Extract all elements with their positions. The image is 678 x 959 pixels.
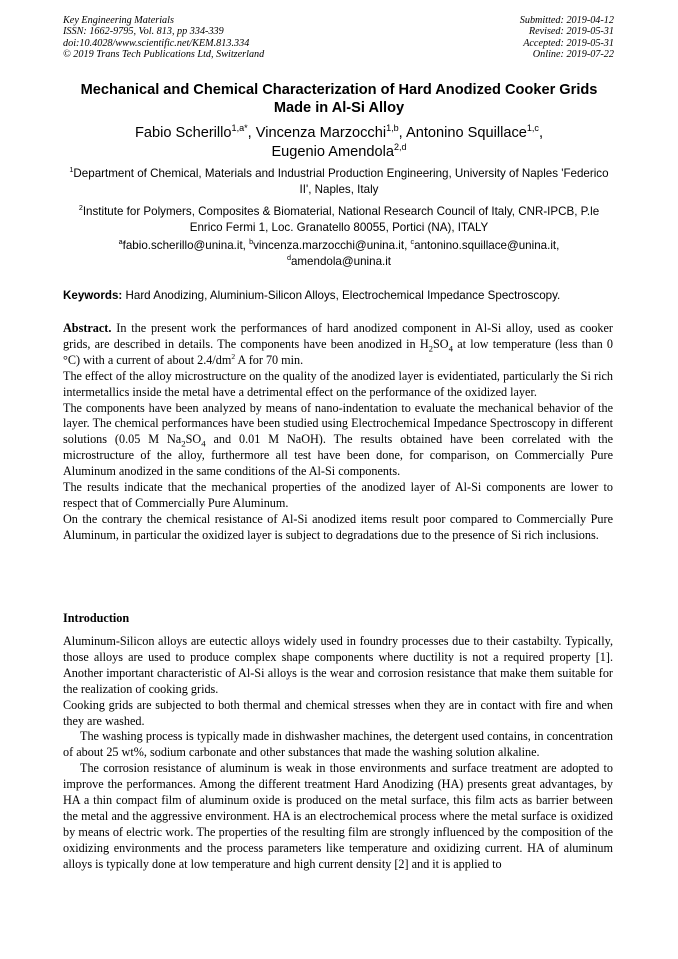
abstract-paragraph: The effect of the alloy microstructure on the quality of the anodized layer is evidentiated, particularly the Si rich intermetallics inside the metal have a detrimental effect on the performance of the oxidized layer. <box>63 368 613 399</box>
author-name: Antonino Squillace <box>405 125 527 141</box>
dates-header <box>520 15 614 61</box>
submitted-date: Submitted: 2019-04-12 <box>519 15 614 26</box>
journal-header <box>63 15 264 61</box>
intro-paragraph: Cooking grids are subjected to both thermal and chemical stresses when they are in contact with fire and when they are washed. <box>63 697 613 728</box>
online-date: Online: 2019-07-22 <box>532 49 614 61</box>
intro-paragraph: The corrosion resistance of aluminum is weak in those environments and surface treatment are adopted to improve the performances. Among the different treatment Hard Anodizing (HA) presents great advantages, by HA a thin compact film of aluminum oxide is produced on the metal surface, this film acts as barrier between the metal and the aggressive environment. HA is an electrochemical process where the metal surface is oxidized by means of electric work. The properties of the resulting film are strongly influenced by the composition of the oxidizing environments and the process parameters like temperature and oxidizing current. HA of aluminum alloys is typically done at low temperature and high current density [2] and it is applied to <box>63 761 613 871</box>
intro-paragraph: Aluminum-Silicon alloys are eutectic alloys widely used in foundry processes due to their castabilty. Typically, those alloys are used to produce complex shape components where ductility is not a required property [1]. Another important characteristic of Al-Si alloys is the wear and corrosion resistance that make them suitable for the realization of cooking grids. <box>63 634 613 696</box>
keywords <box>63 288 623 304</box>
abstract-label: Abstract. <box>63 321 112 335</box>
revised-date: Revised: 2019-05-31 <box>528 26 614 38</box>
section-heading: Introduction <box>63 611 130 625</box>
affiliation-1: $^1$Department of Chemical, Materials and Industrial Production Engineering, University of Naples 'Federico II', Naples, Italy <box>69 165 609 196</box>
author-sup: 1,a* <box>231 123 248 134</box>
accepted-date: Accepted: 2019-05-31 <box>523 37 614 49</box>
email-list: $^a$fabio.scherillo@unina.it, $^b$vincenza.marzocchi@unina.it, $^c$antonino.squillace@unina.it, $^d$amendola@unina.it <box>118 237 560 268</box>
author-sup: 1,b <box>386 123 399 134</box>
copyright-line: © 2019 Trans Tech Publications Ltd, Switzerland <box>63 49 265 61</box>
email-link[interactable]: fabio.scherillo@unina.it <box>122 239 243 252</box>
introduction-body <box>63 634 613 873</box>
email-link[interactable]: antonino.squillace@unina.it <box>414 239 557 252</box>
journal-name: Key Engineering Materials <box>63 15 174 26</box>
doi-line[interactable]: doi:10.4028/www.scientific.net/KEM.813.334 <box>63 37 250 49</box>
abstract-paragraph: Abstract. In the present work the performances of hard anodized component in Al-Si alloy, used as cooker grids, are described in details. The components have been anodized in $H_2SO_4$ at low temperature (less than 0 °C) with a current of about $2.4/dm^2$ A for 70 min. <box>63 321 614 367</box>
author-name: Fabio Scherillo <box>135 125 232 141</box>
email-link[interactable]: amendola@unina.it <box>290 255 392 268</box>
author-list: Fabio Scherillo$^{1,a*}$, Vincenza Marzocchi$^{1,b}$, Antonino Squillace$^{1,c}$, Eugenio Amendola$^{2,d}$ <box>135 123 543 160</box>
issn-line: ISSN: 1662-9795, Vol. 813, pp 334-339 <box>63 26 224 38</box>
author-sup: 1,c <box>526 123 539 134</box>
abstract <box>63 321 613 544</box>
keywords-text: Hard Anodizing, Aluminium-Silicon Alloys, Electrochemical Impedance Spectroscopy. <box>122 289 561 302</box>
intro-paragraph: The washing process is typically made in dishwasher machines, the detergent used contains, in concentration of about 25 wt%, sodium carbonate and other substances that made the washing solution alkaline. <box>63 729 613 760</box>
author-name: Vincenza Marzocchi <box>255 125 387 141</box>
paper-title: Mechanical and Chemical Characterization of Hard Anodized Cooker Grids Made in Al-Si Alloy <box>80 82 598 116</box>
affiliation-2: $^2$Institute for Polymers, Composites & Biomaterial, National Research Council of Italy, CNR-IPCB, P.le Enrico Fermi 1, Loc. Granatello 80055, Portici (NA), ITALY <box>78 203 600 234</box>
abstract-paragraph: The components have been analyzed by means of nano-indentation to evaluate the mechanical behavior of the layer. The chemical performances have been studied using Electrochemical Impedance Spectroscopy in different solutions (0.05 M $Na_2SO_4$ and 0.01 M NaOH). The results obtained have been correlated with the microstructure of the alloy, furthermore all test have been done, for comparison, on Commercially Pure Aluminum anodized in the same conditions of the Al-Si components. <box>63 400 614 479</box>
keywords-label: Keywords: <box>63 289 123 302</box>
abstract-paragraph: The results indicate that the mechanical properties of the anodized layer of Al-Si components are lower to respect that of Commercially Pure Aluminum. <box>63 480 613 510</box>
email-link[interactable]: vincenza.marzocchi@unina.it <box>253 239 405 252</box>
author-sup: 2,d <box>393 142 407 153</box>
abstract-paragraph: On the contrary the chemical resistance of Al-Si anodized items result poor compared to Commercially Pure Aluminum, in particular the oxidized layer is subject to degradations due to the presence of Si rich inclusions. <box>63 511 613 542</box>
author-name: Eugenio Amendola <box>271 144 394 160</box>
